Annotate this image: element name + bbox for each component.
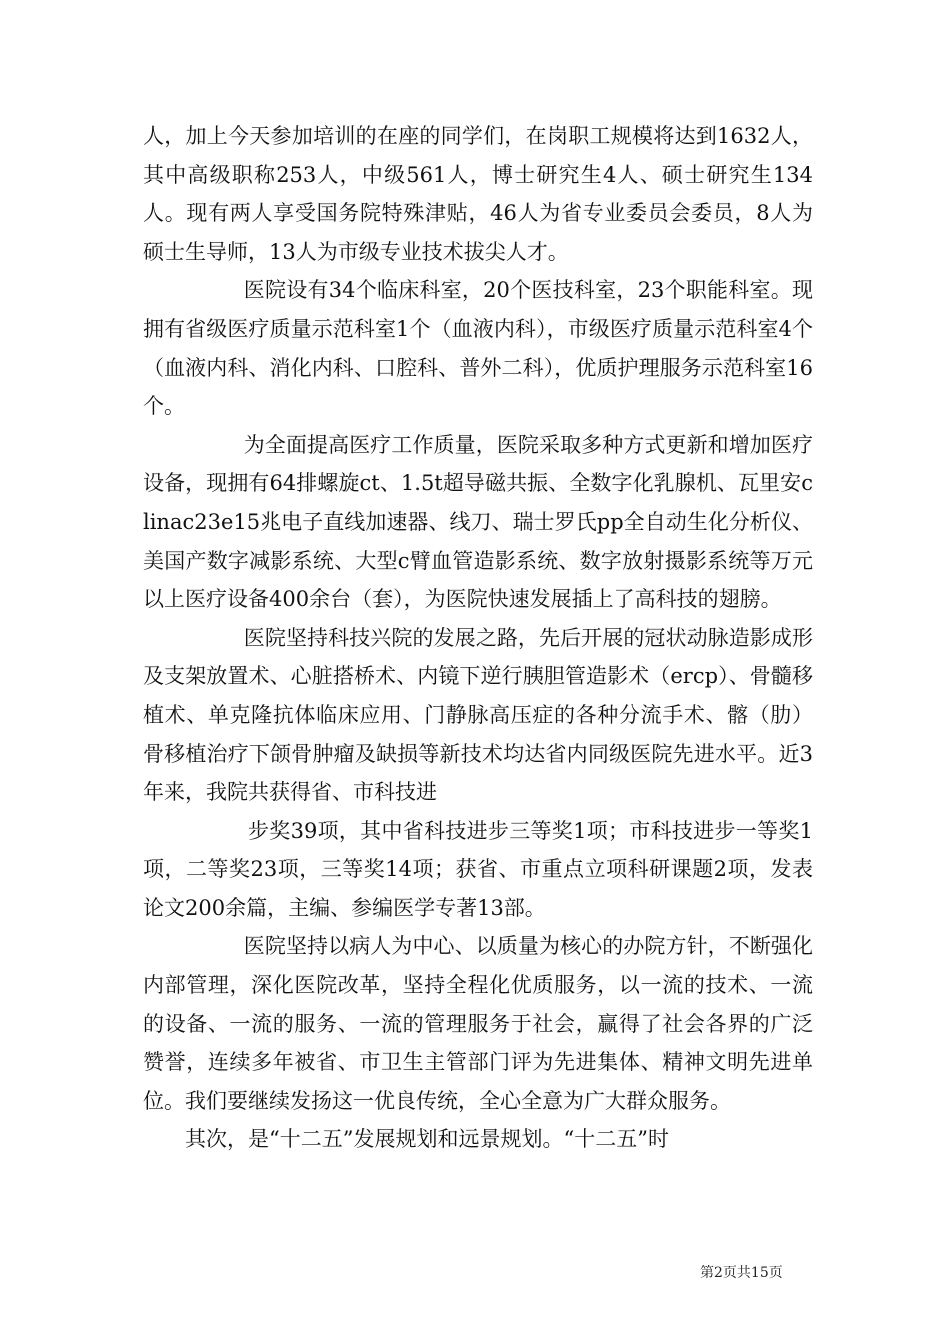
- document-body: [143, 117, 813, 1159]
- paragraph-staff: 人，加上今天参加培训的在座的同学们，在岗职工规模将达到1632人，其中高级职称253人，中级561人，博士研究生4人、硕士研究生134人。现有两人享受国务院特殊津贴，46人为省专业委员会委员，8人为硕士生导师，13人为市级专业技术拔尖人才。: [143, 124, 813, 264]
- paragraph-plan: 其次，是“十二五”发展规划和远景规划。“十二五”时: [185, 1127, 669, 1152]
- paragraph-technology: 医院坚持科技兴院的发展之路，先后开展的冠状动脉造影成形及支架放置术、心脏搭桥术、内镜下逆行胰胆管造影术（ercp）、骨髓移植术、单克隆抗体临床应用、门静脉高压症的各种分流手术、髂（肋）骨移植治疗下颌骨肿瘤及缺损等新技术均达省内同级医院先进水平。近3年来，我院共获得省、市科技进: [143, 625, 813, 805]
- page-number-footer: 第2页共15页: [700, 1265, 783, 1281]
- paragraph-service: 医院坚持以病人为中心、以质量为核心的办院方针，不断强化内部管理，深化医院改革，坚持全程化优质服务，以一流的技术、一流的设备、一流的服务、一流的管理服务于社会，赢得了社会各界的广泛赞誉，连续多年被省、市卫生主管部门评为先进集体、精神文明先进单位。我们要继续发扬这一优良传统，全心全意为广大群众服务。: [143, 934, 813, 1113]
- paragraph-equipment: 为全面提高医疗工作质量，医院采取多种方式更新和增加医疗设备，现拥有64排螺旋ct、1.5t超导磁共振、全数字化乳腺机、瓦里安clinac23e15兆电子直线加速器、线刀、瑞士罗氏pp全自动生化分析仪、美国产数字减影系统、大型c臂血管造影系统、数字放射摄影系统等万元以上医疗设备400余台（套），为医院快速发展插上了高科技的翅膀。: [143, 432, 813, 612]
- paragraph-awards: 步奖39项，其中省科技进步三等奖1项；市科技进步一等奖1项，二等奖23项，三等奖14项；获省、市重点立项科研课题2项，发表论文200余篇，主编、参编医学专著13部。: [143, 818, 813, 920]
- paragraph-departments: 医院设有34个临床科室，20个医技科室，23个职能科室。现拥有省级医疗质量示范科室1个（血液内科），市级医疗质量示范科室4个（血液内科、消化内科、口腔科、普外二科），优质护理服务示范科室16个。: [143, 278, 813, 419]
